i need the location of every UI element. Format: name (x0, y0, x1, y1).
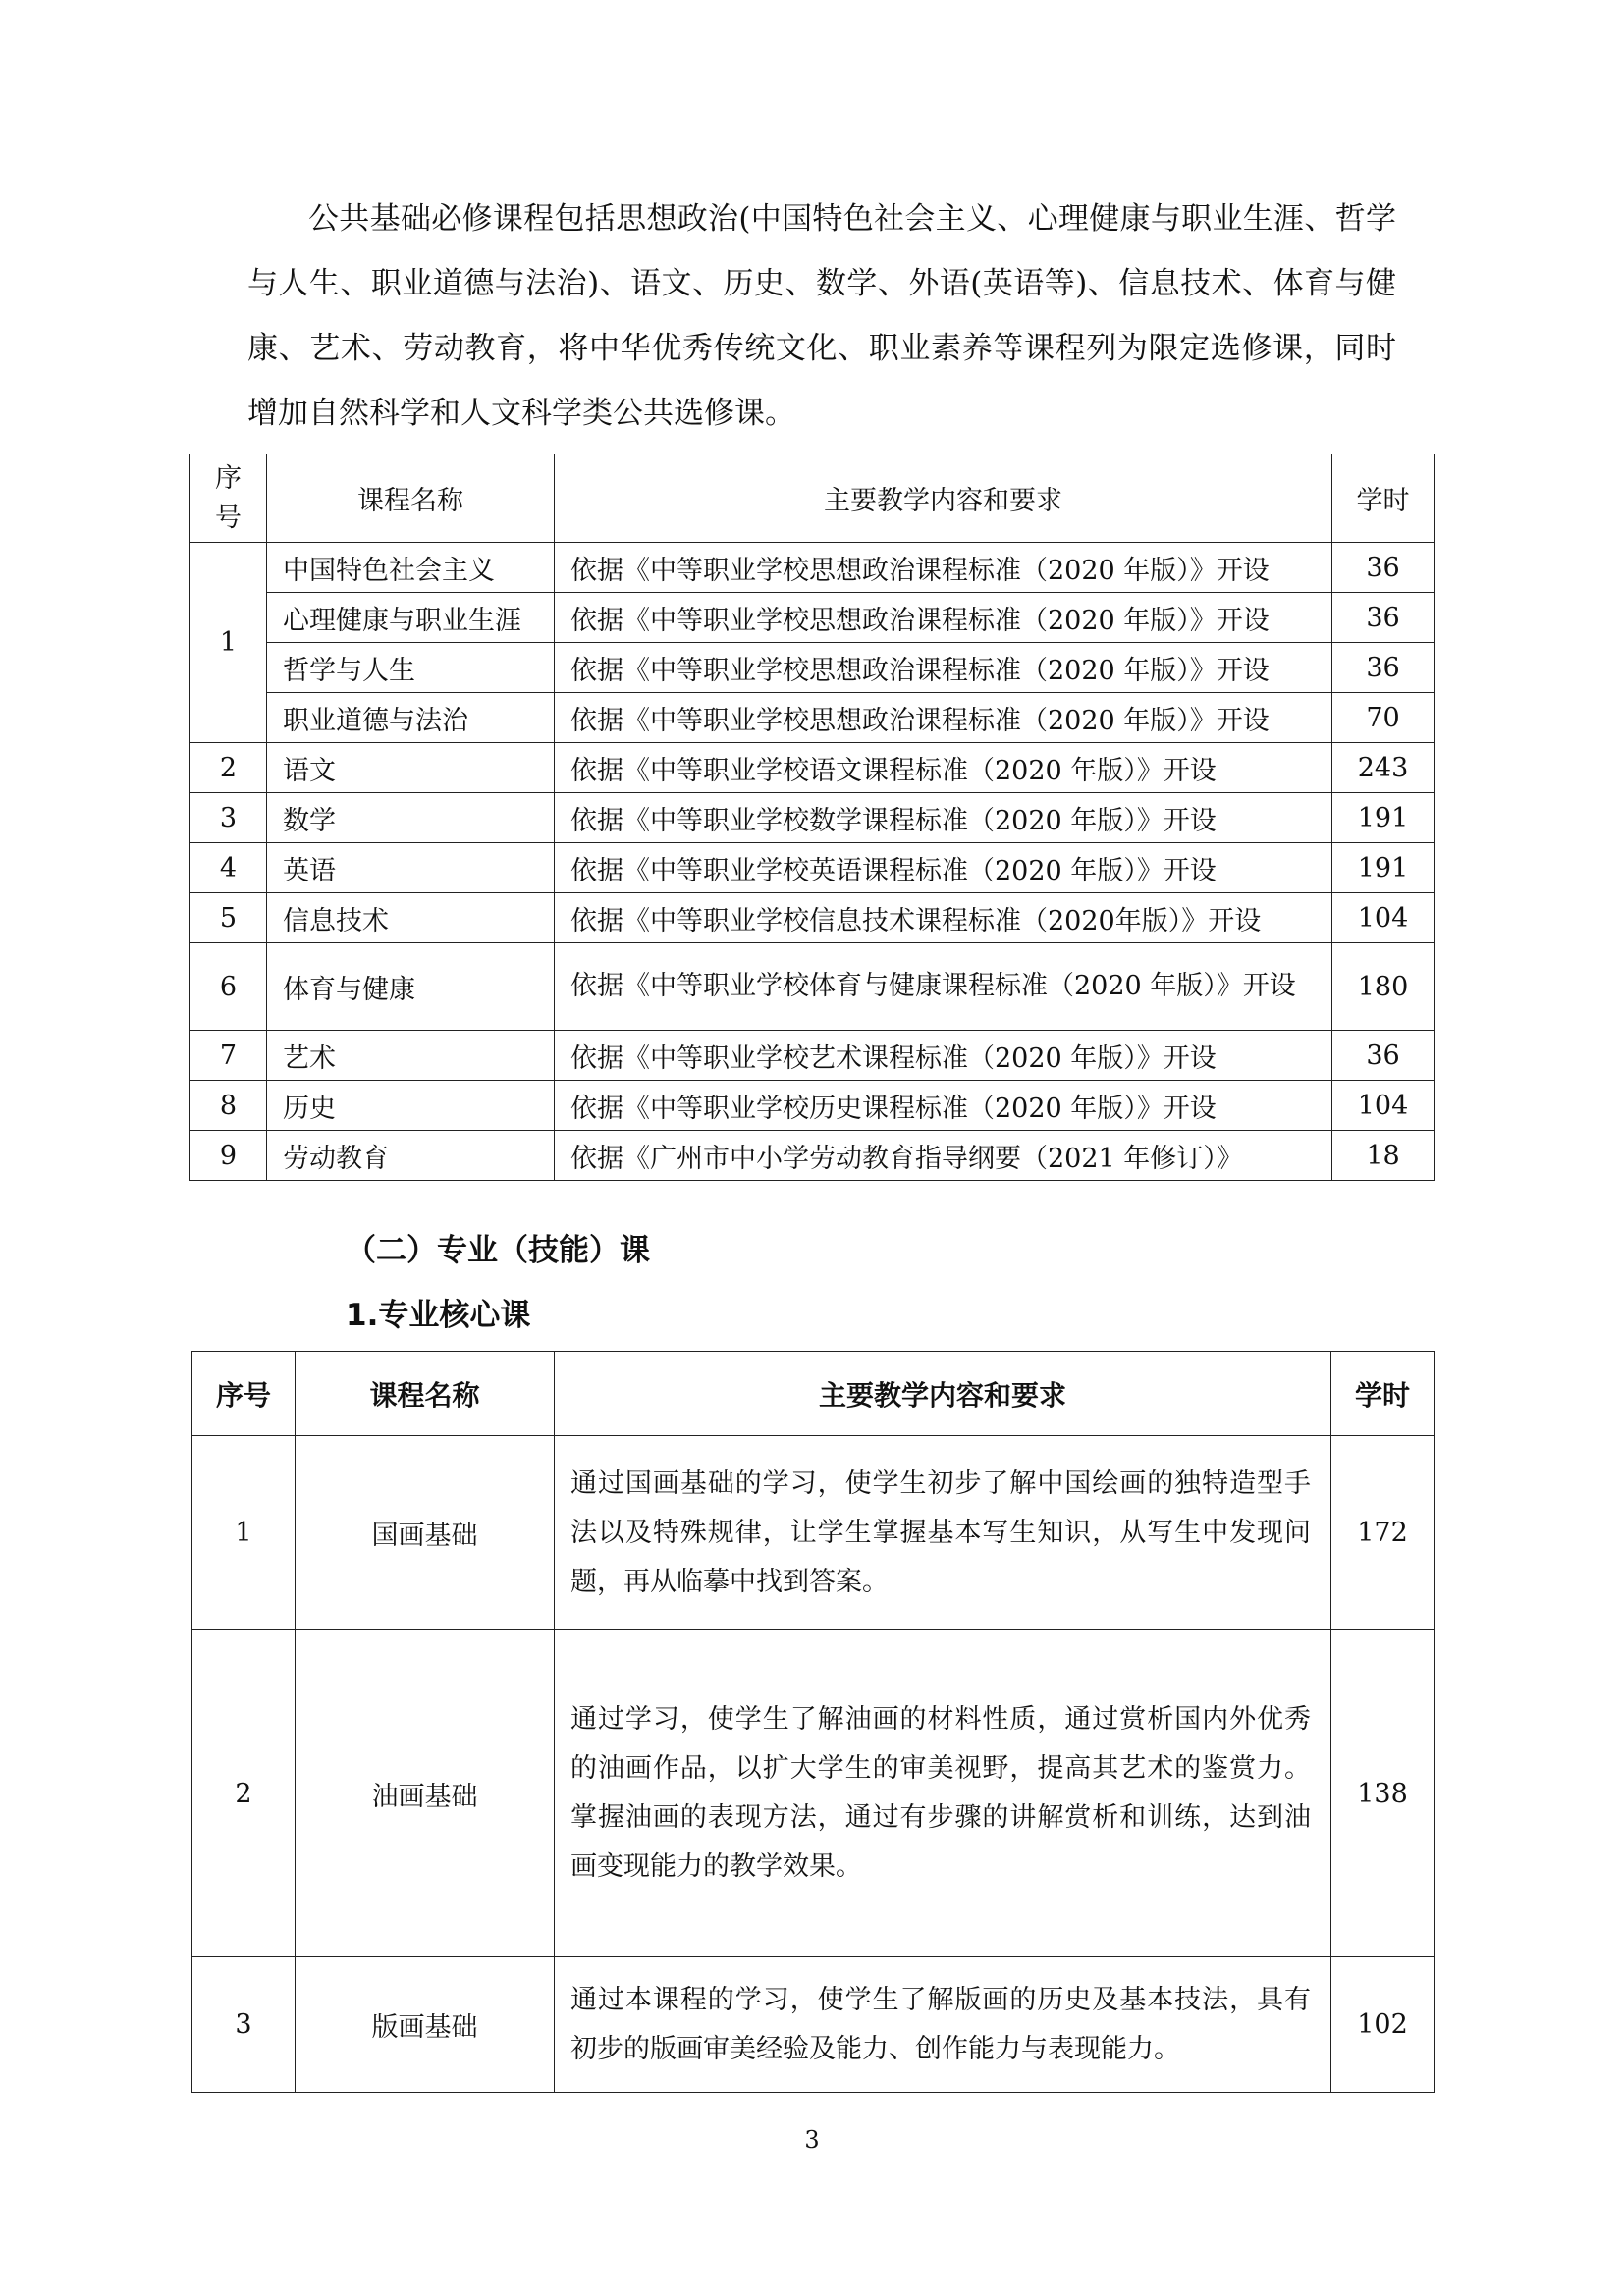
course-content: 依据《中等职业学校艺术课程标准（2020 年版）》开设 (555, 1031, 1332, 1081)
course-content: 依据《中等职业学校数学课程标准（2020 年版）》开设 (555, 793, 1332, 843)
course-hours: 104 (1332, 893, 1435, 943)
table-row (190, 543, 1435, 593)
row-no: 3 (190, 793, 267, 843)
row-no: 9 (190, 1131, 267, 1181)
course-content: 依据《中等职业学校思想政治课程标准（2020 年版）》开设 (555, 643, 1332, 693)
course-name: 数学 (267, 793, 555, 843)
course-hours: 191 (1332, 793, 1435, 843)
course-name: 哲学与人生 (267, 643, 555, 693)
course-hours: 36 (1332, 1031, 1435, 1081)
course-hours: 36 (1332, 643, 1435, 693)
course-content: 依据《广州市中小学劳动教育指导纲要（2021 年修订）》 (555, 1131, 1332, 1181)
course-name: 历史 (267, 1081, 555, 1131)
course-hours: 36 (1332, 593, 1435, 643)
core-courses-table (191, 1351, 1435, 2093)
course-hours: 36 (1332, 543, 1435, 593)
course-content: 依据《中等职业学校思想政治课程标准（2020 年版）》开设 (555, 593, 1332, 643)
table-row (192, 1630, 1435, 1957)
course-name: 国画基础 (296, 1436, 555, 1630)
table-row (190, 793, 1435, 843)
course-name: 体育与健康 (267, 943, 555, 1031)
course-content: 依据《中等职业学校英语课程标准（2020 年版）》开设 (555, 843, 1332, 893)
table-row (190, 1031, 1435, 1081)
course-hours: 191 (1332, 843, 1435, 893)
course-hours: 138 (1331, 1630, 1435, 1957)
header-no: 序号 (192, 1352, 296, 1436)
course-content: 依据《中等职业学校历史课程标准（2020 年版）》开设 (555, 1081, 1332, 1131)
row-no: 5 (190, 893, 267, 943)
course-name: 劳动教育 (267, 1131, 555, 1181)
row-no: 3 (192, 1957, 296, 2093)
table-row (190, 943, 1435, 1031)
course-hours: 70 (1332, 693, 1435, 743)
table-row (192, 1957, 1435, 2093)
header-content: 主要教学内容和要求 (555, 454, 1332, 543)
table-row (190, 643, 1435, 693)
course-name: 信息技术 (267, 893, 555, 943)
course-hours: 102 (1331, 1957, 1435, 2093)
table-row (190, 1131, 1435, 1181)
row-no: 7 (190, 1031, 267, 1081)
table-header-row (192, 1352, 1435, 1436)
table-row (190, 743, 1435, 793)
header-no-label: 序号 (215, 462, 242, 533)
intro-paragraph: 公共基础必修课程包括思想政治(中国特色社会主义、心理健康与职业生涯、哲学与人生、职业道德与法治)、语文、历史、数学、外语(英语等)、信息技术、体育与健康、艺术、劳动教育，将中华优秀传统文化、职业素养等课程列为限定选修课，同时增加自然科学和人文科学类公共选修课。 (247, 201, 1396, 431)
header-no (190, 454, 267, 543)
header-name: 课程名称 (267, 454, 555, 543)
row-no: 8 (190, 1081, 267, 1131)
row-no: 4 (190, 843, 267, 893)
course-content: 通过学习，使学生了解油画的材料性质，通过赏析国内外优秀的油画作品，以扩大学生的审美视野，提高其艺术的鉴赏力。掌握油画的表现方法，通过有步骤的讲解赏析和训练，达到油画变现能力的教学效果。 (555, 1630, 1331, 1957)
row-no: 2 (192, 1630, 296, 1957)
course-hours: 243 (1332, 743, 1435, 793)
course-name: 中国特色社会主义 (267, 543, 555, 593)
section-heading: （二）专业（技能）课 (346, 1233, 650, 1268)
course-hours: 18 (1332, 1131, 1435, 1181)
subsection-heading: 1.专业核心课 (346, 1298, 531, 1333)
course-content: 依据《中等职业学校思想政治课程标准（2020 年版）》开设 (555, 543, 1332, 593)
course-content: 依据《中等职业学校体育与健康课程标准（2020 年版）》开设 (555, 943, 1332, 1031)
table-row (190, 1081, 1435, 1131)
course-name: 版画基础 (296, 1957, 555, 2093)
table-row (190, 693, 1435, 743)
course-hours: 172 (1331, 1436, 1435, 1630)
row-no: 2 (190, 743, 267, 793)
table-row (190, 593, 1435, 643)
header-name: 课程名称 (296, 1352, 555, 1436)
table-row (192, 1436, 1435, 1630)
course-hours: 180 (1332, 943, 1435, 1031)
course-name: 英语 (267, 843, 555, 893)
course-content: 依据《中等职业学校语文课程标准（2020 年版）》开设 (555, 743, 1332, 793)
course-name: 心理健康与职业生涯 (267, 593, 555, 643)
course-name: 语文 (267, 743, 555, 793)
course-name: 职业道德与法治 (267, 693, 555, 743)
table-row (190, 843, 1435, 893)
header-hours: 学时 (1331, 1352, 1435, 1436)
header-hours: 学时 (1332, 454, 1435, 543)
course-content: 依据《中等职业学校信息技术课程标准（2020年版）》开设 (555, 893, 1332, 943)
row-no: 1 (192, 1436, 296, 1630)
table-header-row (190, 454, 1435, 543)
course-content: 依据《中等职业学校思想政治课程标准（2020 年版）》开设 (555, 693, 1332, 743)
course-name: 艺术 (267, 1031, 555, 1081)
table-row (190, 893, 1435, 943)
course-content: 通过本课程的学习，使学生了解版画的历史及基本技法，具有初步的版画审美经验及能力、创作能力与表现能力。 (555, 1957, 1331, 2093)
course-hours: 104 (1332, 1081, 1435, 1131)
public-courses-table (189, 454, 1435, 1181)
page-number: 3 (804, 2126, 820, 2154)
row-no: 6 (190, 943, 267, 1031)
header-content: 主要教学内容和要求 (555, 1352, 1331, 1436)
row-no: 1 (190, 543, 267, 743)
course-content: 通过国画基础的学习，使学生初步了解中国绘画的独特造型手法以及特殊规律，让学生掌握基本写生知识，从写生中发现问题，再从临摹中找到答案。 (555, 1436, 1331, 1630)
course-name: 油画基础 (296, 1630, 555, 1957)
